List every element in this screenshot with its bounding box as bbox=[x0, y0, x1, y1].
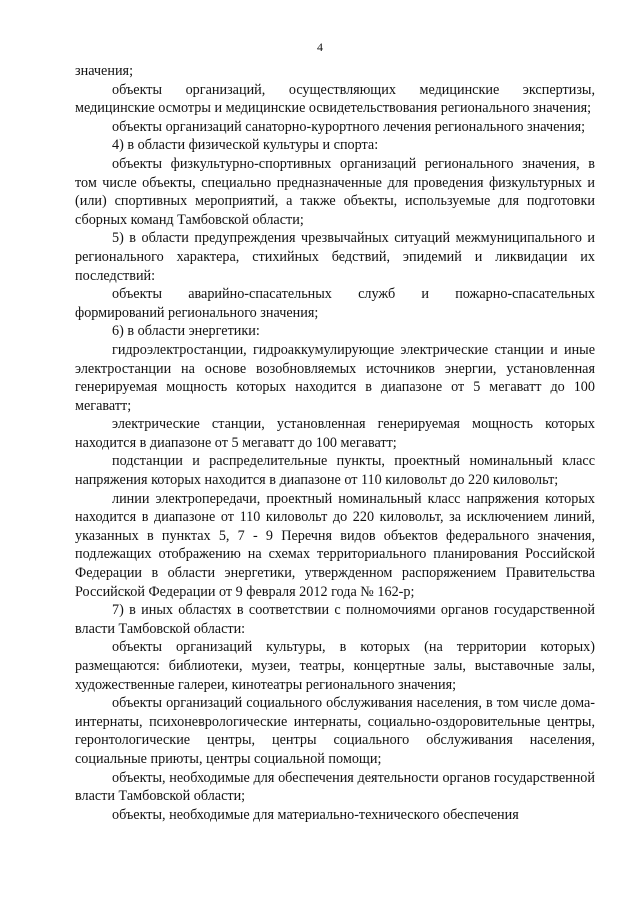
paragraph: гидроэлектростанции, гидроаккумулирующие электрические станции и иные электростанции на основе возобновляемых источников энергии, установленная генерируемая мощность которых находится в диапазоне от 5 мегаватт до 100 мегаватт; bbox=[75, 341, 595, 414]
page-number: 4 bbox=[317, 40, 323, 54]
paragraph: подстанции и распределительные пункты, проектный номинальный класс напряжения которых находится в диапазоне от 110 киловольт до 220 киловольт; bbox=[75, 453, 595, 489]
document-body bbox=[75, 62, 595, 824]
paragraph-continuation: значения; bbox=[75, 63, 134, 79]
section-heading: 7) в иных областях в соответствии с полномочиями органов государственной власти Тамбовской области: bbox=[75, 602, 595, 637]
paragraph: объекты организаций культуры, в которых (на территории которых) размещаются: библиотеки, музеи, театры, концертные залы, выставочные залы, художественные галереи, кинотеатры регионального значения; bbox=[75, 639, 595, 693]
paragraph: линии электропередачи, проектный номинальный класс напряжения которых находится в диапазоне от 110 киловольт до 220 киловольт, за исключением линий, указанных в пунктах 5, 7 - 9 Перечня видов объектов федерального значения, подлежащих отображению на схемах территориального планирования Российской Федерации в области энергетики, утвержденном распоряжением Правительства Российской Федерации от 9 февраля 2012 года № 162-р; bbox=[75, 490, 595, 600]
section-heading: 4) в области физической культуры и спорта: bbox=[112, 137, 379, 154]
paragraph: объекты физкультурно-спортивных организаций регионального значения, в том числе объекты, специально предназначенные для проведения физкультурных и (или) спортивных мероприятий, а также объекты, используемые для подготовки сборных команд Тамбовской области; bbox=[75, 155, 595, 228]
section-heading: 5) в области предупреждения чрезвычайных ситуаций межмуниципального и регионального характера, стихийных бедствий, эпидемий и ликвидации их последствий: bbox=[75, 230, 595, 284]
paragraph: объекты, необходимые для обеспечения деятельности органов государственной власти Тамбовской области; bbox=[75, 769, 595, 805]
paragraph: объекты организаций санаторно-курортного лечения регионального значения; bbox=[112, 118, 586, 135]
paragraph: объекты организаций социального обслуживания населения, в том числе дома-интернаты, психоневрологические интернаты, социально-оздоровительные центры, геронтологические центры, центры социального обслуживания населения, социальные приюты, центры социальной помощи; bbox=[75, 695, 595, 767]
section-heading: 6) в области энергетики: bbox=[112, 323, 260, 340]
paragraph-truncated: объекты, необходимые для материально-технического обеспечения bbox=[112, 806, 519, 823]
paragraph: объекты аварийно-спасательных служб и пожарно-спасательных формирований регионального значения; bbox=[75, 286, 595, 321]
paragraph: объекты организаций, осуществляющих медицинские экспертизы, медицинские осмотры и медицинские освидетельствования регионального значения; bbox=[75, 81, 595, 117]
paragraph: электрические станции, установленная генерируемая мощность которых находится в диапазоне от 5 мегаватт до 100 мегаватт; bbox=[75, 416, 595, 451]
